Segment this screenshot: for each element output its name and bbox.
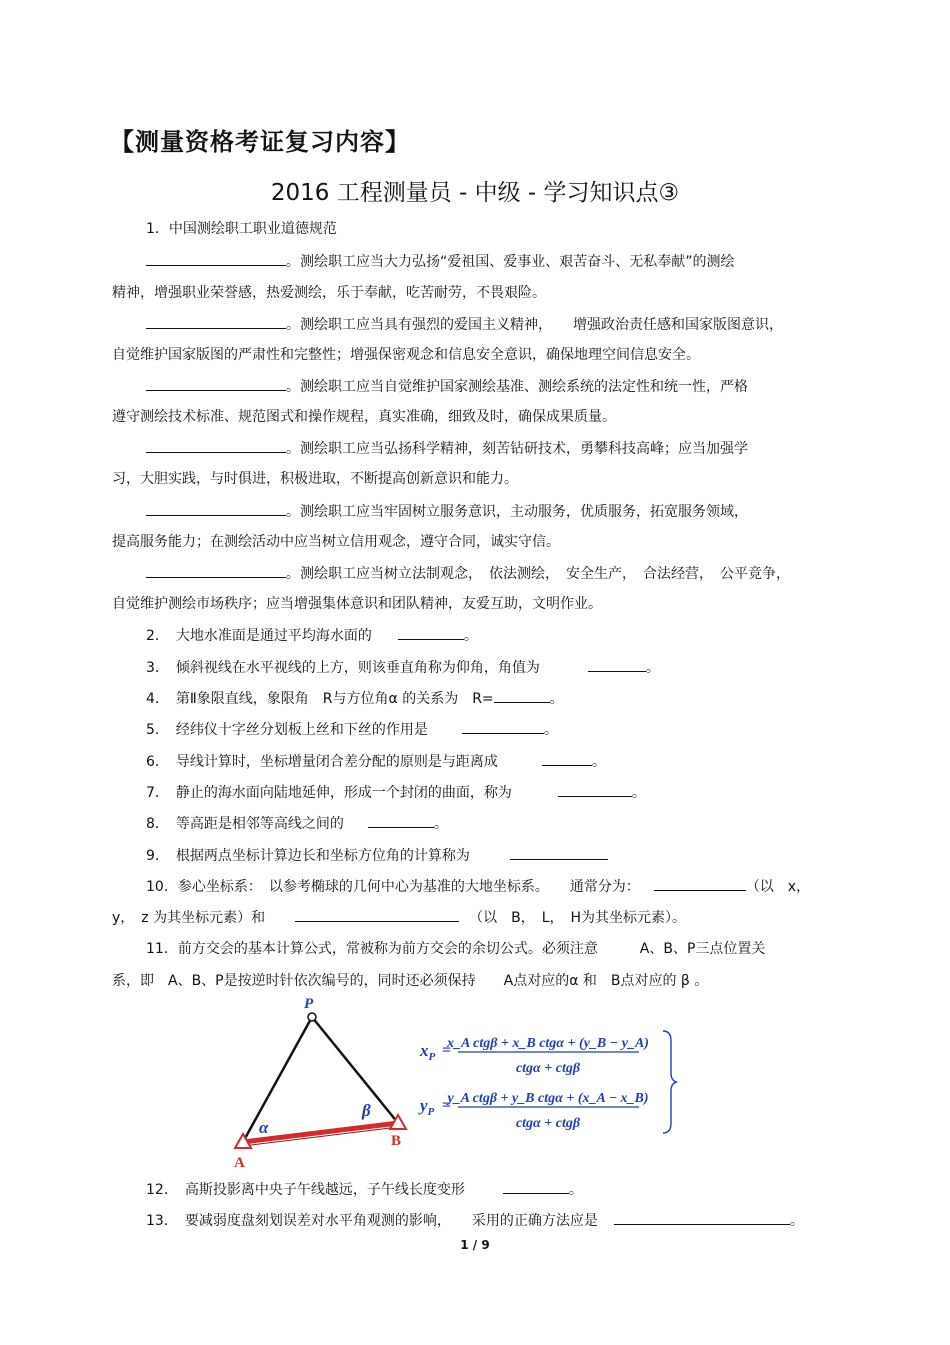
q1-item-4-line1: [146, 438, 876, 459]
q1-item-text: 。测绘职工应当牢固树立服务意识，主动服务，优质服务，拓宽服务领域，: [286, 504, 748, 520]
q1-item-1-line2: 精神，增强职业荣誉感，热爱测绘，乐于奉献，吃苦耐劳，不畏艰险。: [112, 285, 546, 301]
question-text: 10．参心坐标系： 以参考椭球的几何中心为基准的大地坐标系。 通常分为：: [146, 879, 640, 895]
q1-item-text: 。测绘职工应当弘扬科学精神，刻苦钻研技术，勇攀科技高峰；应当加强学: [286, 441, 748, 457]
question-text: 12． 高斯投影离中央子午线越远，子午线长度变形: [146, 1182, 465, 1198]
formula-y-denominator: ctgα + ctgβ: [515, 1116, 581, 1131]
question-13: [146, 1210, 876, 1231]
formula-block: [418, 1031, 677, 1133]
point-p-marker: [308, 1013, 316, 1021]
answer-blank[interactable]: [462, 719, 544, 734]
q1-item-3-line1: [146, 376, 876, 397]
answer-blank[interactable]: [146, 376, 286, 391]
answer-blank[interactable]: [398, 625, 464, 640]
q1-item-6-line2: 自觉维护测绘市场秩序；应当增强集体意识和团队精神，友爱互助，文明作业。: [112, 596, 602, 612]
equals-sign: =: [442, 1097, 452, 1114]
question-10-line2: [112, 907, 842, 928]
q1-heading: 1．中国测绘职工职业道德规范: [146, 221, 337, 237]
question-12: [146, 1179, 876, 1200]
question-text: （以 x，: [745, 879, 811, 895]
question-end: 。: [543, 722, 558, 738]
answer-blank[interactable]: [146, 314, 286, 329]
q1-item-text: 。测绘职工应当大力弘扬“爱祖国、爱事业、艰苦奋斗、无私奉献”的测绘: [286, 254, 735, 270]
question-10-line1: [146, 876, 876, 897]
label-a: A: [234, 1155, 245, 1170]
q1-item-2-line1: [146, 314, 876, 335]
q1-item-6-line1: [146, 563, 876, 584]
question-5: [146, 719, 876, 740]
answer-blank[interactable]: [146, 251, 286, 266]
forward-intersection-figure: [225, 995, 695, 1170]
question-4: [146, 688, 876, 709]
question-text: 5． 经纬仪十字丝分划板上丝和下丝的作用是: [146, 722, 428, 738]
question-2: [146, 625, 876, 646]
answer-blank[interactable]: [588, 657, 646, 672]
formula-x-lhs: $x_P$: [420, 1041, 436, 1063]
question-3: [146, 657, 876, 678]
question-end: 。: [463, 628, 478, 644]
question-text: 13． 要减弱度盘刻划误差对水平角观测的影响， 采用的正确方法应是: [146, 1213, 598, 1229]
side-bp: [312, 1017, 398, 1123]
q1-item-2-line2: 自觉维护国家版图的严肃性和完整性；增强保密观念和信息安全意识，确保地理空间信息安全。: [112, 347, 700, 363]
question-text: y， z 为其坐标元素）和: [112, 910, 266, 926]
answer-blank[interactable]: [503, 1179, 569, 1194]
q1-item-1-line1: [146, 251, 876, 272]
answer-blank[interactable]: [146, 438, 286, 453]
side-ap: [243, 1017, 312, 1142]
question-text: 4． 第Ⅱ象限直线，象限角 R与方位角α 的关系为 R=: [146, 691, 494, 707]
answer-blank[interactable]: [510, 845, 608, 860]
question-end: 。: [568, 1182, 583, 1198]
answer-blank[interactable]: [654, 876, 746, 891]
label-b: B: [391, 1133, 402, 1149]
question-11-line2: 系，即 A、B、P是按逆时针依次编号的，同时还必须保持 A点对应的α 和 B点对应的 β 。: [112, 973, 709, 989]
right-brace: [663, 1031, 677, 1133]
question-text: 2． 大地水准面是通过平均海水面的: [146, 628, 372, 644]
question-text: （以 B， L， H为其坐标元素）。: [469, 910, 687, 926]
question-text: 9． 根据两点坐标计算边长和坐标方位角的计算称为: [146, 848, 470, 864]
question-6: [146, 751, 876, 772]
answer-blank[interactable]: [368, 813, 434, 828]
formula-y-numerator: y_A ctgβ + y_B ctgα + (x_A − x_B): [447, 1091, 649, 1106]
answer-blank[interactable]: [542, 751, 592, 766]
question-end: 。: [631, 785, 646, 801]
question-text: 8． 等高距是相邻等高线之间的: [146, 816, 344, 832]
question-end: 。: [591, 754, 606, 770]
question-end: 。: [549, 691, 564, 707]
triangle-diagram: [234, 996, 406, 1170]
question-end: 。: [789, 1213, 804, 1229]
q1-item-text: 。测绘职工应当树立法制观念， 依法测绘， 安全生产， 合法经营， 公平竞争，: [286, 566, 790, 582]
question-text: 6． 导线计算时，坐标增量闭合差分配的原则是与距离成: [146, 754, 498, 770]
question-end: 。: [645, 660, 660, 676]
formula-x-denominator: ctgα + ctgβ: [515, 1061, 581, 1076]
question-text: 7． 静止的海水面向陆地延伸，形成一个封闭的曲面，称为: [146, 785, 512, 801]
question-end: 。: [433, 816, 448, 832]
question-11-line1: 11．前方交会的基本计算公式，常被称为前方交会的余切公式。必须注意 A、B、P三点位置关: [146, 941, 766, 957]
question-9: [146, 845, 876, 866]
label-p: P: [304, 996, 314, 1012]
label-beta: β: [362, 1101, 371, 1120]
q1-item-5-line2: 提高服务能力；在测绘活动中应当树立信用观念，遵守合同，诚实守信。: [112, 534, 560, 550]
page-number: 1 / 9: [460, 1238, 490, 1252]
question-text: 3． 倾斜视线在水平视线的上方，则该垂直角称为仰角，角值为: [146, 660, 540, 676]
formula-x-numerator: x_A ctgβ + x_B ctgα + (y_B − y_A): [447, 1036, 649, 1051]
document-header: 【测量资格考证复习内容】: [110, 128, 410, 156]
answer-blank[interactable]: [494, 688, 550, 703]
q1-item-4-line2: 习，大胆实践，与时俱进，积极进取，不断提高创新意识和能力。: [112, 471, 518, 487]
answer-blank[interactable]: [558, 782, 632, 797]
formula-y-lhs: $y_P$: [420, 1096, 435, 1118]
question-8: [146, 813, 876, 834]
q1-item-text: 。测绘职工应当自觉维护国家测绘基准、测绘系统的法定性和统一性，严格: [286, 379, 748, 395]
answer-blank[interactable]: [614, 1210, 790, 1225]
answer-blank[interactable]: [146, 501, 286, 516]
q1-item-5-line1: [146, 501, 876, 522]
q1-item-text: 。测绘职工应当具有强烈的爱国主义精神， 增强政治责任感和国家版图意识，: [286, 317, 783, 333]
question-7: [146, 782, 876, 803]
label-alpha: α: [259, 1118, 269, 1137]
equals-sign: =: [442, 1042, 452, 1059]
document-title: 2016 工程测量员 - 中级 - 学习知识点③: [270, 180, 680, 206]
answer-blank[interactable]: [146, 563, 286, 578]
q1-item-3-line2: 遵守测绘技术标准、规范图式和操作规程，真实准确，细致及时，确保成果质量。: [112, 409, 616, 425]
answer-blank[interactable]: [295, 907, 459, 922]
